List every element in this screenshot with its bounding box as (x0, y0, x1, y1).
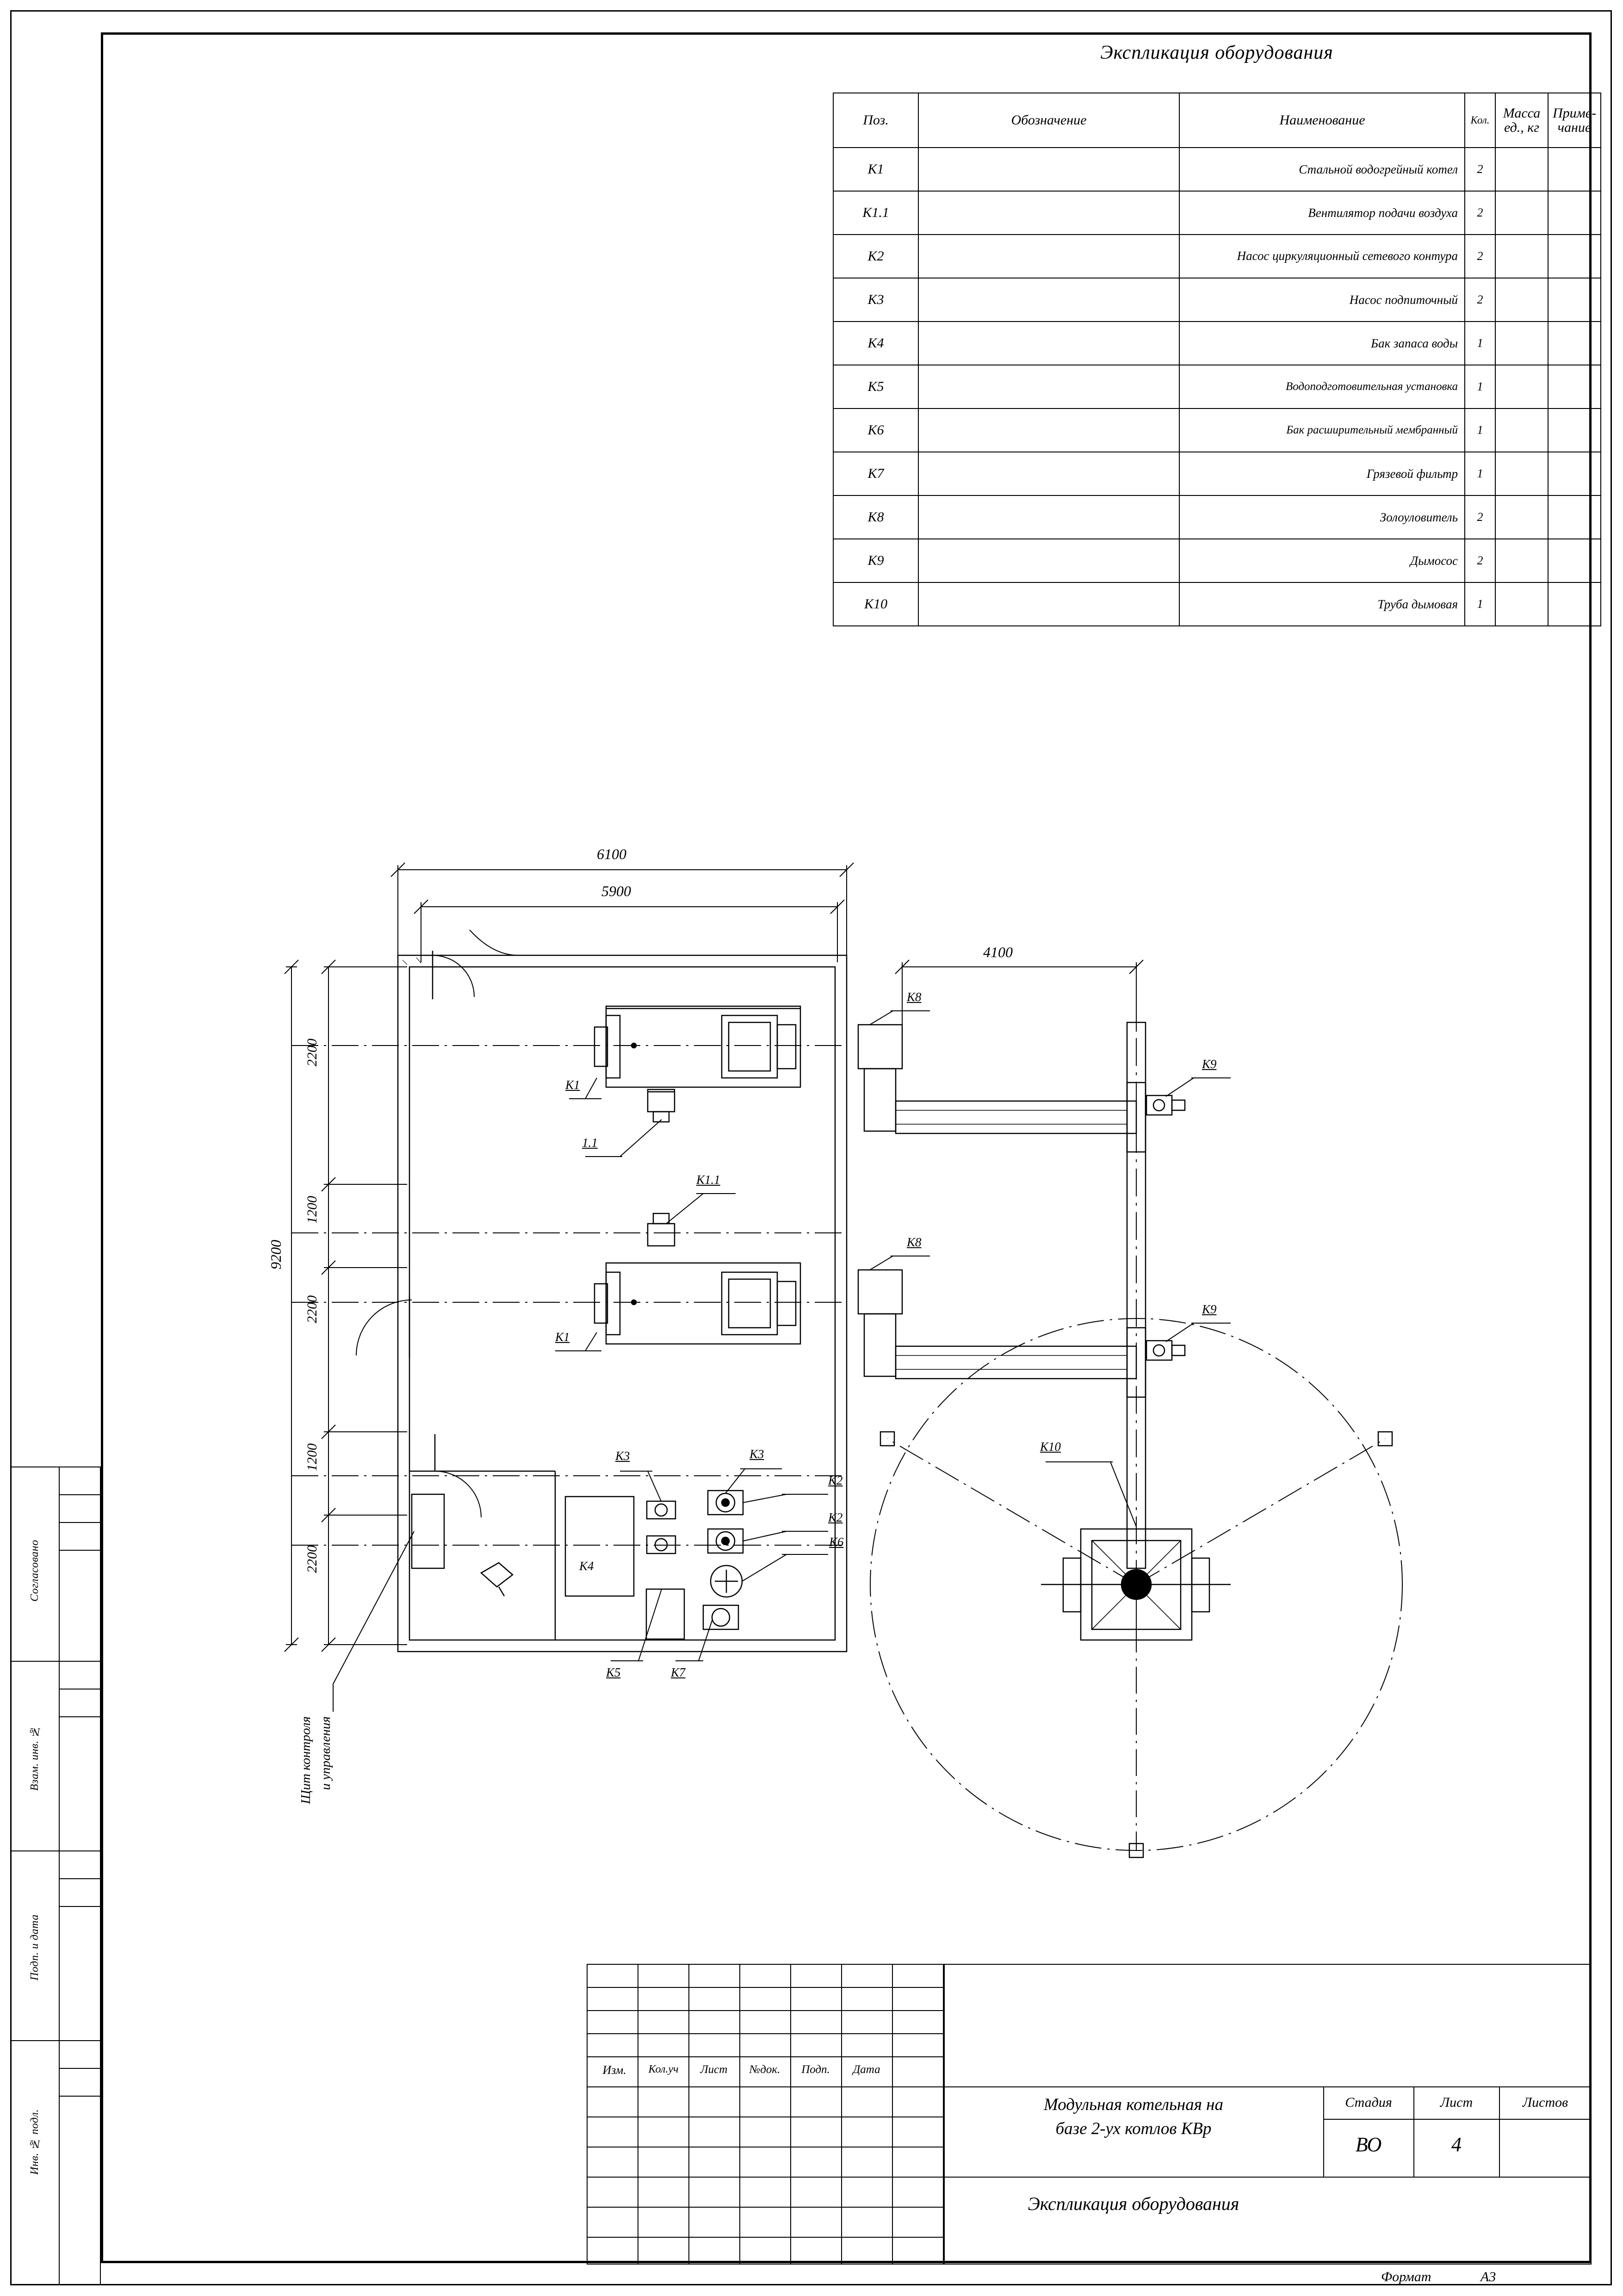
tb-rev-hline (587, 2056, 944, 2057)
callout-k6-text: К6 (829, 1535, 844, 1549)
callout-k1-bottom-text: К1 (555, 1330, 570, 1344)
cell-name: Дымосос (1179, 539, 1465, 582)
callout-k7-text: К7 (671, 1665, 686, 1679)
spec-title: Экспликация оборудования (1100, 42, 1333, 63)
dim-left-3: 2200 (304, 1295, 320, 1323)
cell-name: Водоподготовительная установка (1179, 365, 1465, 408)
th-mass-l1: Масса (1503, 105, 1541, 121)
dim-top-outer: 6100 (597, 846, 626, 862)
callout-k8-top (907, 990, 921, 1004)
th-prim-l1: Приме- (1552, 105, 1597, 121)
cell-kol: 1 (1465, 408, 1495, 452)
callout-k2-lower (828, 1510, 842, 1525)
lm-label-vzam-inv: Взам. инв. № (29, 1725, 41, 1791)
th-kol: Кол. (1465, 93, 1495, 148)
rev-header-ndok: №док. (749, 2063, 781, 2076)
tb-main-hline-3 (1323, 2119, 1592, 2120)
cell-pos: К7 (833, 452, 918, 495)
callout-k1-top-text: К1 (565, 1078, 580, 1092)
callout-k11-left (582, 1136, 598, 1150)
callout-k6 (829, 1535, 843, 1549)
callout-k8-bottom (907, 1235, 921, 1250)
tb-rev-hline (587, 2237, 944, 2238)
th-oboz: Обозначение (918, 93, 1179, 148)
callout-k1-top (565, 1078, 580, 1092)
panel-label-line2: и управления (318, 1716, 333, 1790)
th-name: Наименование (1179, 93, 1465, 148)
cell-name: Грязевой фильтр (1179, 452, 1465, 495)
dim-left-4: 1200 (304, 1443, 320, 1471)
tb-rev-hline (587, 2010, 944, 2011)
callout-k11-right-text: К1.1 (696, 1173, 720, 1187)
tb-rev-vline (892, 1964, 893, 2265)
callout-k3-left-text: К3 (615, 1449, 630, 1463)
cell-pos: К2 (833, 235, 918, 278)
callout-k4 (579, 1559, 594, 1573)
cell-name: Бак расширительный мембранный (1179, 408, 1465, 452)
lm-label-podp-data: Подп. и дата (29, 1914, 41, 1981)
cell-name: Вентилятор подачи воздуха (1179, 191, 1465, 235)
cell-pos: К3 (833, 278, 918, 322)
format-value: А3 (1481, 2269, 1496, 2284)
callout-k9-top (1202, 1057, 1216, 1071)
cell-name: Насос циркуляционный сетевого контура (1179, 235, 1465, 278)
cell-kol: 1 (1465, 365, 1495, 408)
tb-main-hline-1 (944, 2086, 1592, 2087)
cell-kol: 1 (1465, 582, 1495, 626)
callout-k10 (1040, 1440, 1061, 1454)
tb-rev-vline (790, 1964, 791, 2265)
cell-name: Бак запаса воды (1179, 322, 1465, 365)
tb-rev-hline-header (587, 2086, 944, 2087)
cell-pos: К1 (833, 148, 918, 191)
callout-k4-text: К4 (579, 1559, 594, 1573)
format-label: Формат (1381, 2269, 1431, 2284)
stage-header: Стадия (1345, 2095, 1392, 2110)
cell-kol: 2 (1465, 539, 1495, 582)
cell-name: Стальной водогрейный котел (1179, 148, 1465, 191)
callout-k3-right (750, 1447, 764, 1461)
tb-rev-hline (587, 2033, 944, 2034)
callout-k2-upper (828, 1473, 842, 1488)
th-pos: Поз. (833, 93, 918, 148)
callout-k5 (606, 1665, 620, 1680)
callout-k7 (671, 1665, 685, 1680)
sheet-header: Лист (1440, 2095, 1473, 2110)
th-prim-l2: чание (1557, 120, 1592, 135)
callout-k3-right-text: К3 (750, 1447, 764, 1461)
tb-rev-vline (688, 1964, 689, 2265)
tb-rev-hline (587, 2207, 944, 2208)
dim-left-total: 9200 (267, 1240, 284, 1269)
lm-label-soglasovano: Согласовано (29, 1540, 41, 1602)
callout-k11-right (696, 1173, 720, 1187)
callout-k2-upper-text: К2 (828, 1473, 843, 1487)
rev-header-list: Лист (700, 2063, 728, 2076)
sheet-value: 4 (1451, 2133, 1462, 2156)
cell-pos: К6 (833, 408, 918, 452)
stage-value: ВО (1355, 2133, 1382, 2156)
tb-rev-hline (587, 2177, 944, 2178)
cell-pos: К1.1 (833, 191, 918, 235)
callout-k8-bottom-text: К8 (907, 1235, 922, 1249)
dim-left-5: 2200 (304, 1545, 320, 1573)
cell-pos: К8 (833, 495, 918, 539)
cell-name: Золоуловитель (1179, 495, 1465, 539)
cell-kol: 2 (1465, 495, 1495, 539)
object-name-line1: Модульная котельная на (1044, 2095, 1223, 2114)
callout-k9-top-text: К9 (1202, 1057, 1217, 1071)
lm-label-inv-podl: Инв. № подл. (29, 2109, 41, 2175)
cell-name: Насос подпиточный (1179, 278, 1465, 322)
dim-left-1: 2200 (304, 1039, 320, 1066)
cell-kol: 2 (1465, 191, 1495, 235)
tb-rev-grid (587, 1964, 944, 2265)
tb-rev-hline (587, 1987, 944, 1988)
cell-name: Труба дымовая (1179, 582, 1465, 626)
callout-k5-text: К5 (606, 1665, 621, 1679)
callout-k3-left (615, 1449, 630, 1463)
rev-header-data: Дата (853, 2063, 880, 2076)
tb-rev-vline (841, 1964, 842, 2265)
cell-kol: 2 (1465, 278, 1495, 322)
document-name: Экспликация оборудования (1028, 2193, 1239, 2214)
callout-k9-bottom-text: К9 (1202, 1302, 1217, 1316)
callout-k8-top-text: К8 (907, 990, 922, 1004)
cell-pos: К4 (833, 322, 918, 365)
dim-left-2: 1200 (304, 1196, 320, 1224)
tb-main-hline-2 (944, 2177, 1592, 2178)
callout-k2-lower-text: К2 (828, 1510, 843, 1524)
object-name-line2: базе 2-ух котлов КВр (1055, 2119, 1212, 2138)
rev-header-podp: Подп. (801, 2063, 830, 2076)
sheets-header: Листов (1522, 2095, 1568, 2110)
cell-pos: К9 (833, 539, 918, 582)
cell-kol: 1 (1465, 322, 1495, 365)
callout-k10-text: К10 (1040, 1440, 1061, 1454)
rev-header-izm: Изм. (602, 2063, 626, 2077)
tb-rev-vline (739, 1964, 740, 2265)
rev-header-koluch: Кол.уч (648, 2063, 679, 2075)
panel-label-line1: Щит контроля (298, 1716, 313, 1804)
cell-pos: К10 (833, 582, 918, 626)
callout-k1-bottom (555, 1330, 570, 1344)
cell-pos: К5 (833, 365, 918, 408)
callout-k11-left-text: 1.1 (582, 1136, 598, 1150)
dim-right-span: 4100 (983, 944, 1013, 960)
cell-kol: 2 (1465, 148, 1495, 191)
callout-k9-bottom (1202, 1302, 1216, 1317)
cell-kol: 1 (1465, 452, 1495, 495)
dim-top-inner: 5900 (601, 883, 631, 899)
th-mass-l2: ед., кг (1504, 120, 1539, 135)
cell-kol: 2 (1465, 235, 1495, 278)
